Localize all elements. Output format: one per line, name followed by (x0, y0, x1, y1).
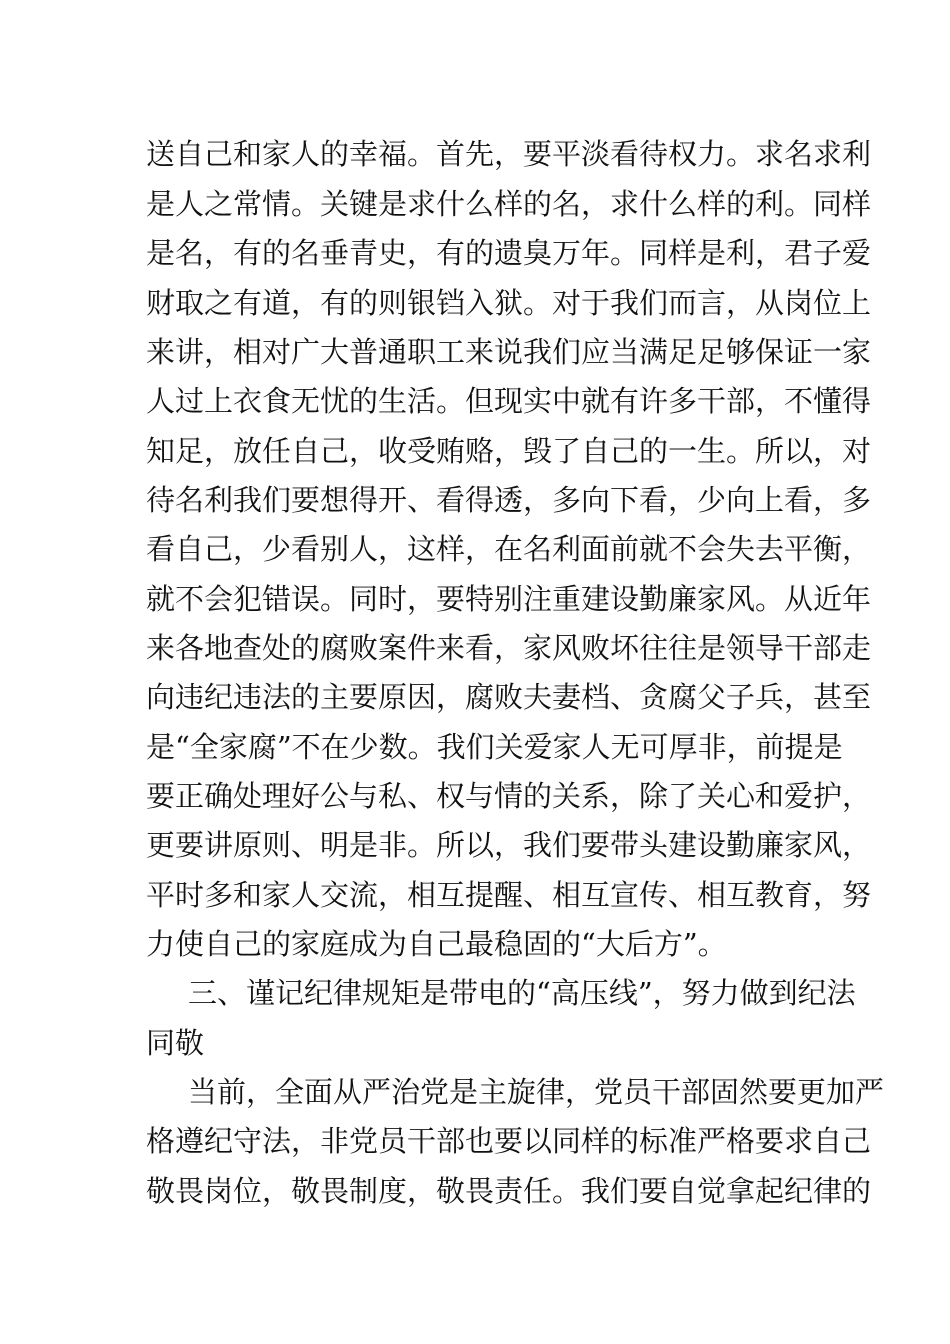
body-text-line: 敬畏岗位，敬畏制度，敬畏责任。我们要自觉拿起纪律的 (146, 1174, 872, 1208)
body-text-line: 更要讲原则、明是非。所以，我们要带头建设勤廉家风， (146, 828, 872, 862)
section-heading-line: 同敬 (146, 1026, 205, 1060)
section-heading-line: 三、谨记纪律规矩是带电的“高压线”，努力做到纪法 (188, 976, 856, 1010)
body-text-line: 就不会犯错误。同时，要特别注重建设勤廉家风。从近年 (146, 582, 872, 616)
body-text-line: 送自己和家人的幸福。首先，要平淡看待权力。求名求利 (146, 137, 872, 171)
body-text-line: 是“全家腐”不在少数。我们关爱家人无可厚非，前提是 (146, 730, 843, 764)
body-text-line: 是名，有的名垂青史，有的遗臭万年。同样是利，君子爱 (146, 236, 872, 270)
body-text-line: 财取之有道，有的则银铛入狱。对于我们而言，从岗位上 (146, 286, 872, 320)
body-text-line: 人过上衣食无忧的生活。但现实中就有许多干部，不懂得 (146, 384, 872, 418)
body-text-line: 是人之常情。关键是求什么样的名，求什么样的利。同样 (146, 187, 872, 221)
body-text-line: 当前，全面从严治党是主旋律，党员干部固然要更加严 (188, 1075, 885, 1109)
body-text-line: 力使自己的家庭成为自己最稳固的“大后方”。 (146, 927, 727, 961)
body-text-line: 平时多和家人交流，相互提醒、相互宣传、相互教育，努 (146, 878, 872, 912)
body-text-line: 向违纪违法的主要原因，腐败夫妻档、贪腐父子兵，甚至 (146, 680, 872, 714)
body-text-line: 待名利我们要想得开、看得透，多向下看，少向上看，多 (146, 483, 872, 517)
body-text-line: 要正确处理好公与私、权与情的关系，除了关心和爱护， (146, 779, 872, 813)
body-text-line: 来各地查处的腐败案件来看，家风败坏往往是领导干部走 (146, 631, 872, 665)
body-text-line: 来讲，相对广大普通职工来说我们应当满足足够保证一家 (146, 335, 872, 369)
body-text-line: 知足，放任自己，收受贿赂，毁了自己的一生。所以，对 (146, 434, 872, 468)
body-text-line: 看自己，少看别人，这样，在名利面前就不会失去平衡， (146, 532, 872, 566)
body-text-line: 格遵纪守法，非党员干部也要以同样的标准严格要求自己 (146, 1124, 872, 1158)
